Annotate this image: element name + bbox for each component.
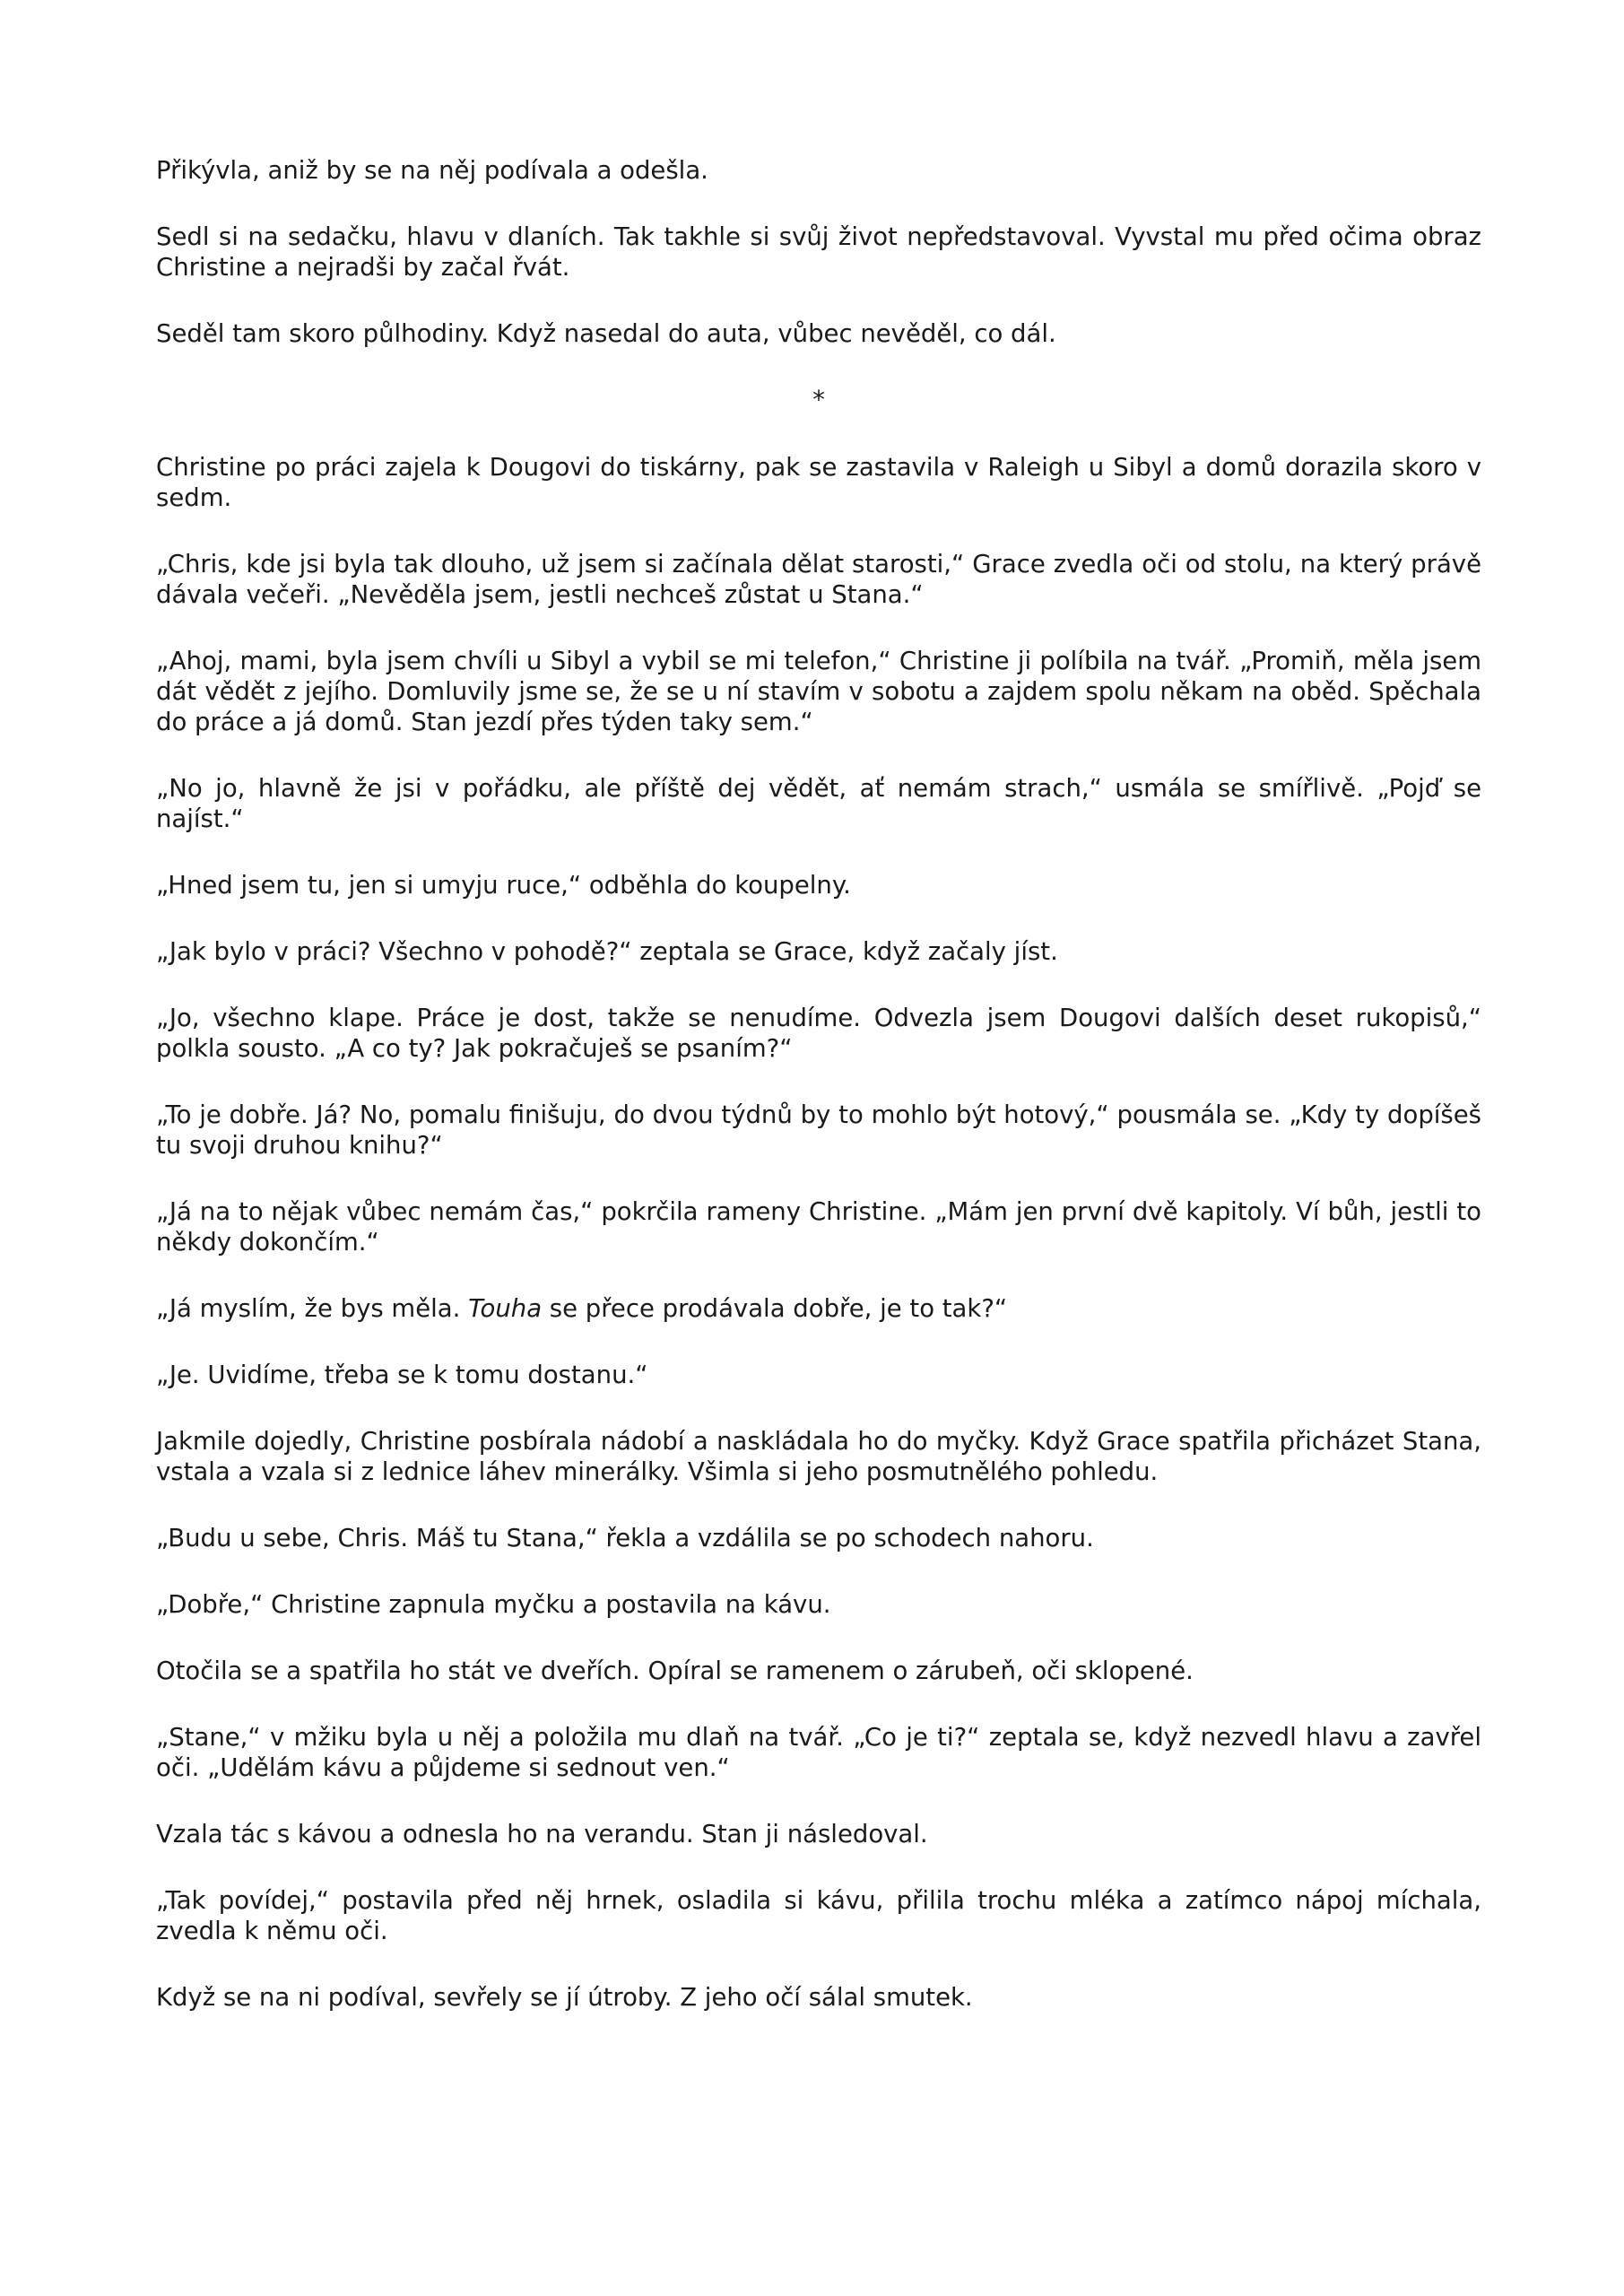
text-span: se přece prodávala dobře, je to tak?“ xyxy=(542,1294,1008,1323)
paragraph: „Tak povídej,“ postavila před něj hrnek, osladila si kávu, přililа trochu mléka a zatímco nápoj míchala, zvedla k němu oči. xyxy=(156,1886,1481,1945)
text-span: „Já myslím, že bys měla. xyxy=(156,1294,469,1323)
paragraph: „Ahoj, mami, byla jsem chvíli u Sibyl a vybil se mi telefon,“ Christine ji políbila na tvář. „Promiň, měla jsem dát vědět z jejího. Domluvily jsme se, že se u ní stavím v sobotu a zajdem spolu někam na oběd. Spěchala do práce a já domů. Stan jezdí přes týden taky sem.“ xyxy=(156,647,1481,736)
paragraph: Přikývla, aniž by se na něj podívala a odešla. xyxy=(156,156,708,185)
paragraph: „To je dobře. Já? No, pomalu finišuju, do dvou týdnů by to mohlo být hotový,“ pousmála se. „Kdy ty dopíšeš tu svoji druhou knihu?“ xyxy=(156,1100,1481,1160)
body-text xyxy=(156,155,1481,2048)
paragraph: „Já na to nějak vůbec nemám čas,“ pokrčila rameny Christine. „Mám jen první dvě kapitoly. Ví bůh, jestli to někdy dokončím.“ xyxy=(156,1197,1481,1257)
paragraph-with-italic xyxy=(156,1293,1481,1324)
paragraph: „Hned jsem tu, jen si umyju ruce,“ odběhla do koupelny. xyxy=(156,871,851,900)
paragraph: Když se na ni podíval, sevřely se jí útroby. Z jeho očí sálal smutek. xyxy=(156,1983,973,2012)
paragraph: „Chris, kde jsi byla tak dlouho, už jsem si začínala dělat starosti,“ Grace zvedla oči od stolu, na který právě dávala večeři. „Nevěděla jsem, jestli nechceš zůstat u Stana.“ xyxy=(156,550,1481,609)
paragraph: „Jak bylo v práci? Všechno v pohodě?“ zeptala se Grace, když začaly jíst. xyxy=(156,937,1058,966)
paragraph: Christine po práci zajela k Dougovi do tiskárny, pak se zastavila v Raleigh u Sibyl a domů dorazila skoro v sedm. xyxy=(156,453,1481,512)
paragraph: Jakmile dojedly, Christine posbírala nádobí a naskládala ho do myčky. Když Grace spatřila přicházet Stana, vstala a vzala si z lednice láhev minerálky. Všimla si jeho posmutnělého pohledu. xyxy=(156,1427,1481,1486)
paragraph: Sedl si na sedačku, hlavu v dlaních. Tak takhle si svůj život nepředstavoval. Vyvstal mu před očima obraz Christine a nejradši by začal řvát. xyxy=(156,222,1481,282)
paragraph: „Jo, všechno klape. Práce je dost, takže se nenudíme. Odvezla jsem Dougovi dalších deset rukopisů,“ polkla sousto. „A co ty? Jak pokračuješ se psaním?“ xyxy=(156,1004,1481,1063)
paragraph: „Je. Uvidíme, třeba se k tomu dostanu.“ xyxy=(156,1361,648,1389)
paragraph: „No jo, hlavně že jsi v pořádku, ale příště dej vědět, ať nemám strach,“ usmála se smířlivě. „Pojď se najíst.“ xyxy=(156,774,1481,833)
section-separator: * xyxy=(812,386,825,414)
paragraph: „Budu u sebe, Chris. Máš tu Stana,“ řekla a vzdálila se po schodech nahoru. xyxy=(156,1524,1094,1552)
paragraph: Otočila se a spatřila ho stát ve dveřích. Opíral se ramenem o zárubeň, oči sklopené. xyxy=(156,1657,1194,1685)
paragraph: „Stane,“ v mžiku byla u něj a položila mu dlaň na tvář. „Co je ti?“ zeptala se, když nezvedl hlavu a zavřel oči. „Udělám kávu a půjdeme si sednout ven.“ xyxy=(156,1723,1481,1782)
paragraph: Vzala tác s kávou a odnesla ho na verandu. Stan ji následoval. xyxy=(156,1820,928,1848)
paragraph: „Dobře,“ Christine zapnula myčku a postavila na kávu. xyxy=(156,1590,831,1619)
book-title-italic: Touha xyxy=(468,1294,543,1323)
paragraph: Seděl tam skoro půlhodiny. Když nasedal do auta, vůbec nevěděl, co dál. xyxy=(156,319,1056,348)
